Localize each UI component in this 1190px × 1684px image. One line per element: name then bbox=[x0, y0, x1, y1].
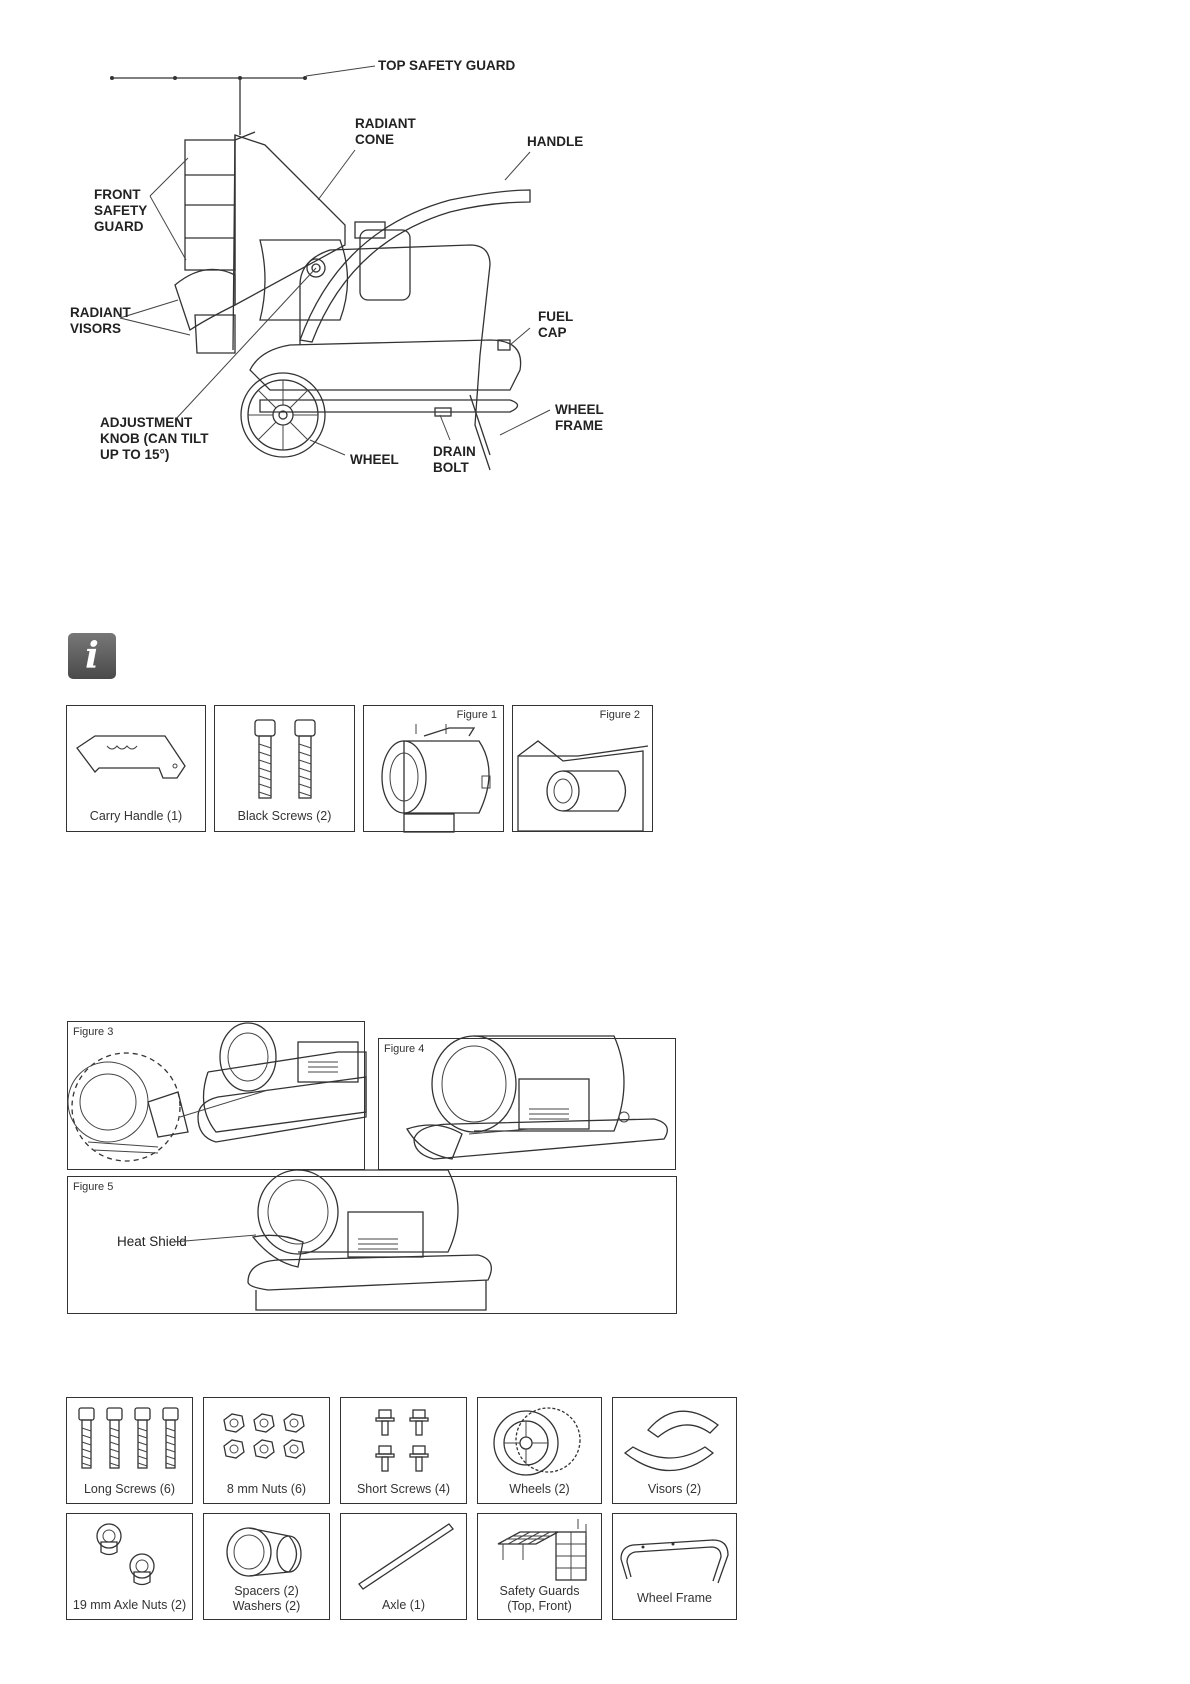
figure-5-label: Figure 5 bbox=[73, 1181, 114, 1193]
part-axle bbox=[340, 1513, 467, 1620]
part-axle-nuts bbox=[66, 1513, 193, 1620]
figure-2-illustration bbox=[513, 706, 654, 833]
callout-adjustment-knob: ADJUSTMENT KNOB (CAN TILT UP TO 15°) bbox=[100, 415, 209, 462]
part-wheel-frame bbox=[612, 1513, 737, 1620]
callout-drain-bolt: DRAIN BOLT bbox=[433, 444, 476, 475]
caption-axle-nuts: 19 mm Axle Nuts (2) bbox=[72, 1598, 187, 1612]
part-safety-guards bbox=[477, 1513, 602, 1620]
figure-1-label: Figure 1 bbox=[456, 709, 497, 721]
callout-handle: HANDLE bbox=[527, 134, 584, 149]
part-visors bbox=[612, 1397, 737, 1504]
figure-2-label: Figure 2 bbox=[599, 709, 640, 721]
caption-long-screws: Long Screws (6) bbox=[83, 1482, 175, 1496]
figure-5-illustration bbox=[68, 1177, 678, 1315]
caption-wheel-frame: Wheel Frame bbox=[636, 1591, 713, 1605]
caption-wheels: Wheels (2) bbox=[509, 1482, 570, 1496]
part-carry-handle bbox=[66, 705, 206, 832]
part-8mm-nuts bbox=[203, 1397, 330, 1504]
figure-3 bbox=[67, 1021, 365, 1170]
part-long-screws bbox=[66, 1397, 193, 1504]
callout-radiant-visors: RADIANT VISORS bbox=[70, 305, 131, 336]
caption-black-screws: Black Screws (2) bbox=[237, 809, 332, 823]
figure-4 bbox=[378, 1038, 676, 1170]
figure-4-illustration bbox=[379, 1039, 677, 1171]
figure-3-illustration bbox=[68, 1022, 366, 1171]
figure-1 bbox=[363, 705, 504, 832]
callout-wheel-frame: WHEEL FRAME bbox=[555, 402, 604, 433]
callout-front-safety-guard: FRONT SAFETY GUARD bbox=[94, 187, 148, 234]
caption-visors: Visors (2) bbox=[647, 1482, 702, 1496]
info-icon: i bbox=[68, 633, 116, 679]
figure-1-illustration bbox=[364, 706, 505, 833]
caption-carry-handle: Carry Handle (1) bbox=[89, 809, 183, 823]
part-wheels bbox=[477, 1397, 602, 1504]
caption-short-screws: Short Screws (4) bbox=[356, 1482, 451, 1496]
heater-diagram bbox=[0, 0, 700, 480]
caption-axle: Axle (1) bbox=[381, 1598, 426, 1612]
callout-radiant-cone: RADIANT CONE bbox=[355, 116, 416, 147]
caption-8mm-nuts: 8 mm Nuts (6) bbox=[226, 1482, 307, 1496]
figure-5 bbox=[67, 1176, 677, 1314]
callout-fuel-cap: FUEL CAP bbox=[538, 309, 574, 340]
figure-4-label: Figure 4 bbox=[384, 1043, 425, 1055]
caption-safety-guards: Safety Guards (Top, Front) bbox=[499, 1584, 580, 1613]
part-short-screws bbox=[340, 1397, 467, 1504]
part-spacers-washers bbox=[203, 1513, 330, 1620]
part-black-screws bbox=[214, 705, 355, 832]
figure-3-label: Figure 3 bbox=[73, 1026, 114, 1038]
heat-shield-label: Heat Shield bbox=[117, 1234, 187, 1249]
callout-top-safety-guard: TOP SAFETY GUARD bbox=[378, 58, 516, 73]
figure-2 bbox=[512, 705, 653, 832]
caption-spacers-washers: Spacers (2) Washers (2) bbox=[232, 1584, 301, 1613]
callout-wheel: WHEEL bbox=[350, 452, 399, 467]
